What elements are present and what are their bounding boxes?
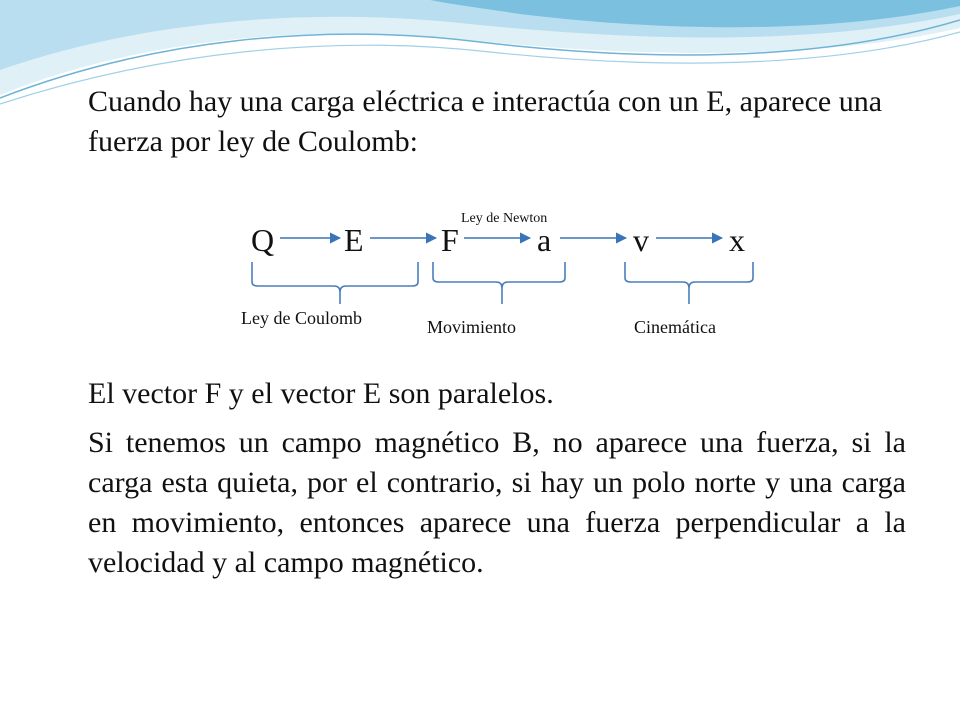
magnetic-field-paragraph: Si tenemos un campo magnético B, no aparece una fuerza, si la carga esta quieta, por el contrario, si hay un polo norte y una carga en movimiento, entonces aparece una fuerza perpendicular a la velocidad y al campo magnético. — [88, 426, 906, 579]
symbol-q: Q — [251, 222, 275, 258]
brace-coulomb — [252, 262, 418, 304]
symbol-f: F — [441, 222, 459, 258]
brace-cinematica — [625, 262, 753, 304]
label-ley-de-newton: Ley de Newton — [461, 211, 548, 226]
brace-movimiento — [433, 262, 565, 304]
symbol-a: a — [537, 222, 552, 258]
label-cinematica: Cinemática — [634, 317, 716, 337]
parallel-vectors-paragraph: El vector F y el vector E son paralelos. — [88, 377, 554, 410]
intro-paragraph: Cuando hay una carga eléctrica e interactúa con un E, aparece una fuerza por ley de Coulomb: — [88, 85, 883, 158]
label-ley-de-coulomb: Ley de Coulomb — [241, 308, 362, 328]
symbol-v: v — [633, 222, 649, 258]
chain-diagram — [0, 190, 960, 350]
symbol-e: E — [344, 222, 364, 258]
label-movimiento: Movimiento — [427, 317, 516, 337]
symbol-x: x — [729, 222, 745, 258]
